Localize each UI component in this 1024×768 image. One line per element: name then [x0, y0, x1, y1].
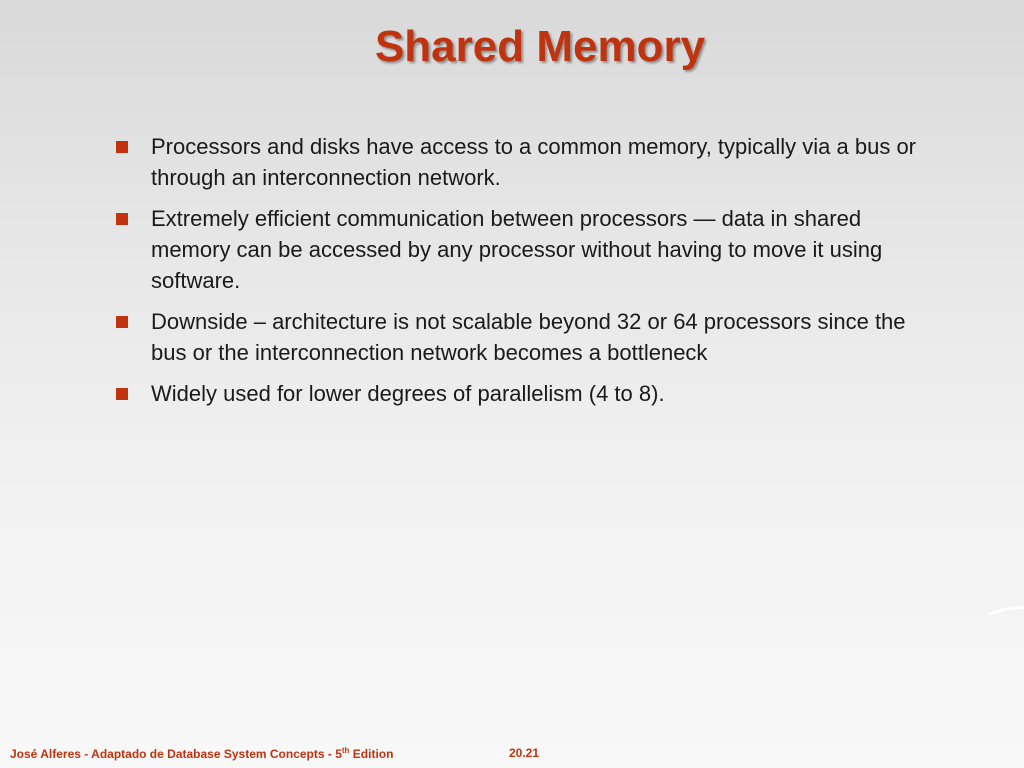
footer-text: José Alferes - Adaptado de Database System Concepts - 5: [10, 747, 342, 761]
bullet-list: [113, 131, 933, 419]
bullet-text: Widely used for lower degrees of parallelism (4 to 8).: [151, 381, 665, 406]
bullet-item: [113, 203, 933, 296]
bullet-text: Extremely efficient communication between processors — data in shared memory can be accessed by any processor without having to move it using software.: [151, 206, 883, 293]
footer-edition: Edition: [349, 747, 394, 761]
bullet-item: [113, 306, 933, 368]
decorative-swoosh-icon: [984, 600, 1024, 630]
bullet-item: [113, 131, 933, 193]
slide-footer: [10, 746, 393, 761]
page-number: 20.21: [509, 746, 540, 760]
footer-superscript: th: [341, 746, 350, 755]
bullet-text: Processors and disks have access to a common memory, typically via a bus or through an interconnection network.: [151, 134, 917, 190]
bullet-item: [113, 378, 933, 409]
square-bullet-icon: [116, 388, 128, 400]
square-bullet-icon: [116, 141, 128, 153]
square-bullet-icon: [116, 316, 128, 328]
square-bullet-icon: [116, 213, 128, 225]
bullet-text: Downside – architecture is not scalable beyond 32 or 64 processors since the bus or the interconnection network becomes a bottleneck: [151, 309, 906, 365]
slide-title: Shared Memory: [374, 22, 706, 71]
